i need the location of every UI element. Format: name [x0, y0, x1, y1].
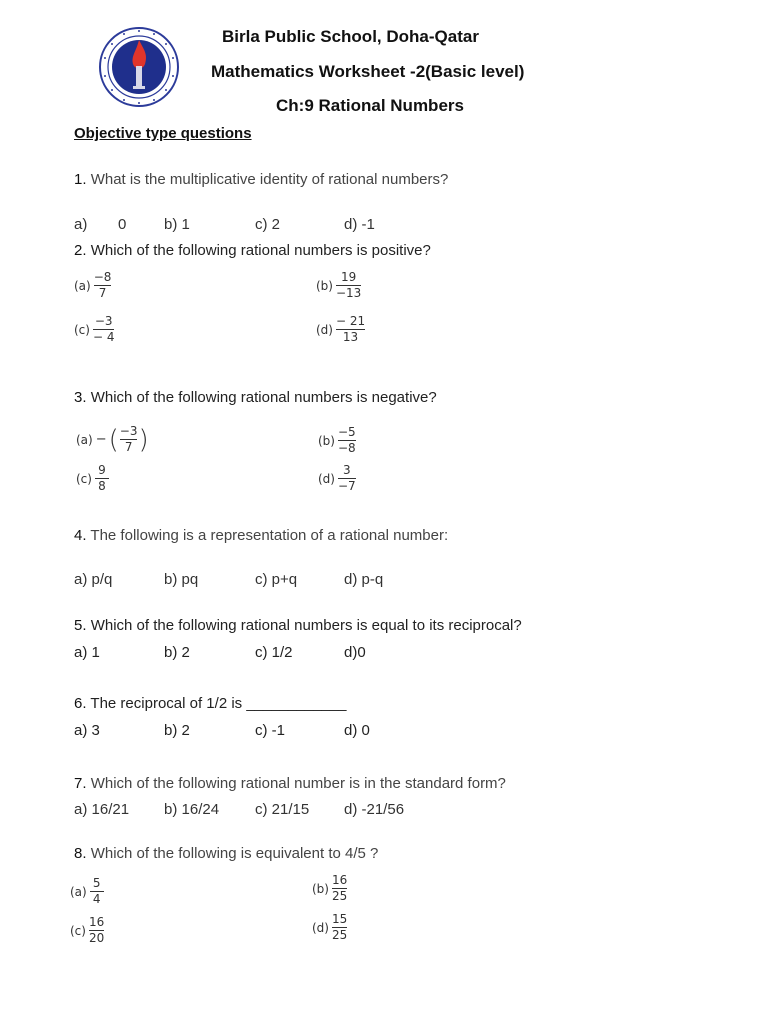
chapter-title: Ch:9 Rational Numbers [276, 96, 464, 115]
q4-option-d: d) p-q [344, 571, 384, 588]
question-number: 6. [74, 695, 87, 712]
q7-option-c: c) 21/15 [255, 801, 310, 818]
minus-sign: − [95, 432, 107, 447]
q3-option-d [318, 464, 356, 493]
fraction [338, 426, 356, 455]
option-label: (c) [76, 471, 92, 486]
question-4 [74, 527, 448, 544]
option-label: (a) [76, 432, 93, 447]
q6-option-d: d) 0 [344, 722, 370, 739]
q3-option-a [76, 425, 150, 454]
question-number: 3. [74, 389, 87, 406]
numerator: −8 [93, 270, 112, 284]
q7-option-a: a) 16/21 [74, 801, 130, 818]
q8-option-a [70, 877, 104, 906]
question-5 [74, 617, 522, 634]
option-label: (d) [316, 322, 333, 337]
q1-option-b: b) 1 [164, 216, 190, 233]
question-text: Which of the following rational number is in the standard form? [90, 775, 506, 792]
numerator: 5 [92, 876, 101, 890]
section-title: Objective type questions [74, 125, 252, 142]
q1-option-a-label: a) [74, 216, 88, 233]
right-paren: ) [138, 424, 149, 455]
fraction [90, 877, 104, 906]
fraction [336, 315, 365, 344]
worksheet-title: Mathematics Worksheet -2(Basic level) [211, 62, 525, 81]
fraction [332, 913, 347, 942]
fraction [338, 464, 356, 493]
numerator: 15 [331, 912, 348, 926]
denominator: 25 [331, 928, 348, 942]
fraction [332, 874, 347, 903]
q2-option-d [316, 315, 365, 344]
q3-option-c [76, 464, 109, 493]
denominator: −8 [337, 441, 356, 455]
left-paren: ( [108, 424, 119, 455]
question-3 [74, 389, 437, 406]
q5-option-d: d)0 [344, 644, 366, 661]
option-label: (a) [70, 884, 87, 899]
q6-option-a: a) 3 [74, 722, 100, 739]
question-text: Which of the following rational numbers is equal to its reciprocal? [90, 617, 522, 634]
q5-option-b: b) 2 [164, 644, 190, 661]
question-number: 5. [74, 617, 87, 634]
q2-option-c [74, 315, 114, 344]
numerator: −3 [94, 314, 113, 328]
denominator: 7 [98, 286, 107, 300]
numerator: −5 [337, 425, 356, 439]
q7-option-b: b) 16/24 [164, 801, 220, 818]
denominator: − 4 [92, 330, 115, 344]
q6-option-c: c) -1 [255, 722, 285, 739]
option-label: (c) [70, 923, 86, 938]
question-text: The following is a representation of a rational number: [90, 527, 449, 544]
numerator: 3 [343, 463, 351, 477]
question-6 [74, 695, 346, 712]
question-text: Which of the following is equivalent to 4/5 ? [90, 845, 379, 862]
denominator: −13 [335, 286, 362, 300]
denominator: 8 [98, 479, 106, 493]
numerator: 9 [98, 463, 106, 477]
q2-option-a [74, 271, 111, 300]
fraction [95, 464, 109, 493]
q5-option-c: c) 1/2 [255, 644, 293, 661]
option-label: (a) [74, 278, 91, 293]
question-2 [74, 242, 431, 259]
q6-option-b: b) 2 [164, 722, 190, 739]
denominator: 25 [331, 889, 348, 903]
numerator: 16 [88, 915, 105, 929]
question-text: Which of the following rational numbers is positive? [90, 242, 431, 259]
question-number: 8. [74, 845, 87, 862]
school-title: Birla Public School, Doha-Qatar [222, 27, 479, 46]
q8-option-d [312, 913, 347, 942]
question-number: 1. [74, 171, 87, 188]
numerator: − 21 [335, 314, 366, 328]
q4-option-b: b) pq [164, 571, 199, 588]
fraction [93, 315, 115, 344]
option-label: (b) [316, 278, 333, 293]
question-text: Which of the following rational numbers is negative? [90, 389, 437, 406]
question-text: What is the multiplicative identity of rational numbers? [90, 171, 449, 188]
school-emblem-icon [98, 26, 180, 108]
question-number: 4. [74, 527, 87, 544]
fraction [336, 271, 361, 300]
denominator: 4 [92, 892, 101, 906]
q1-option-a-value: 0 [118, 216, 127, 233]
denominator: 13 [342, 330, 359, 344]
denominator: 20 [88, 931, 105, 945]
question-7 [74, 775, 506, 792]
q1-option-c: c) 2 [255, 216, 281, 233]
q2-option-b [316, 271, 361, 300]
question-1 [74, 171, 448, 188]
option-label: (d) [312, 920, 329, 935]
question-number: 7. [74, 775, 87, 792]
q4-option-a: a) p/q [74, 571, 113, 588]
q8-option-b [312, 874, 347, 903]
fraction [94, 271, 112, 300]
question-8 [74, 845, 378, 862]
numerator: 16 [331, 873, 348, 887]
q5-option-a: a) 1 [74, 644, 100, 661]
numerator: −3 [119, 424, 138, 438]
option-label: (c) [74, 322, 90, 337]
denominator: 7 [124, 440, 133, 454]
q4-option-c: c) p+q [255, 571, 298, 588]
option-label: (d) [318, 471, 335, 486]
numerator: 19 [341, 270, 357, 284]
question-text: The reciprocal of 1/2 is ____________ [90, 695, 347, 712]
option-label: (b) [312, 881, 329, 896]
q1-option-d: d) -1 [344, 216, 375, 233]
fraction [120, 425, 138, 454]
fraction [89, 916, 104, 945]
denominator: −7 [337, 479, 356, 493]
q8-option-c [70, 916, 104, 945]
question-number: 2. [74, 242, 87, 259]
option-label: (b) [318, 433, 335, 448]
q7-option-d: d) -21/56 [344, 801, 405, 818]
q3-option-b [318, 426, 356, 455]
